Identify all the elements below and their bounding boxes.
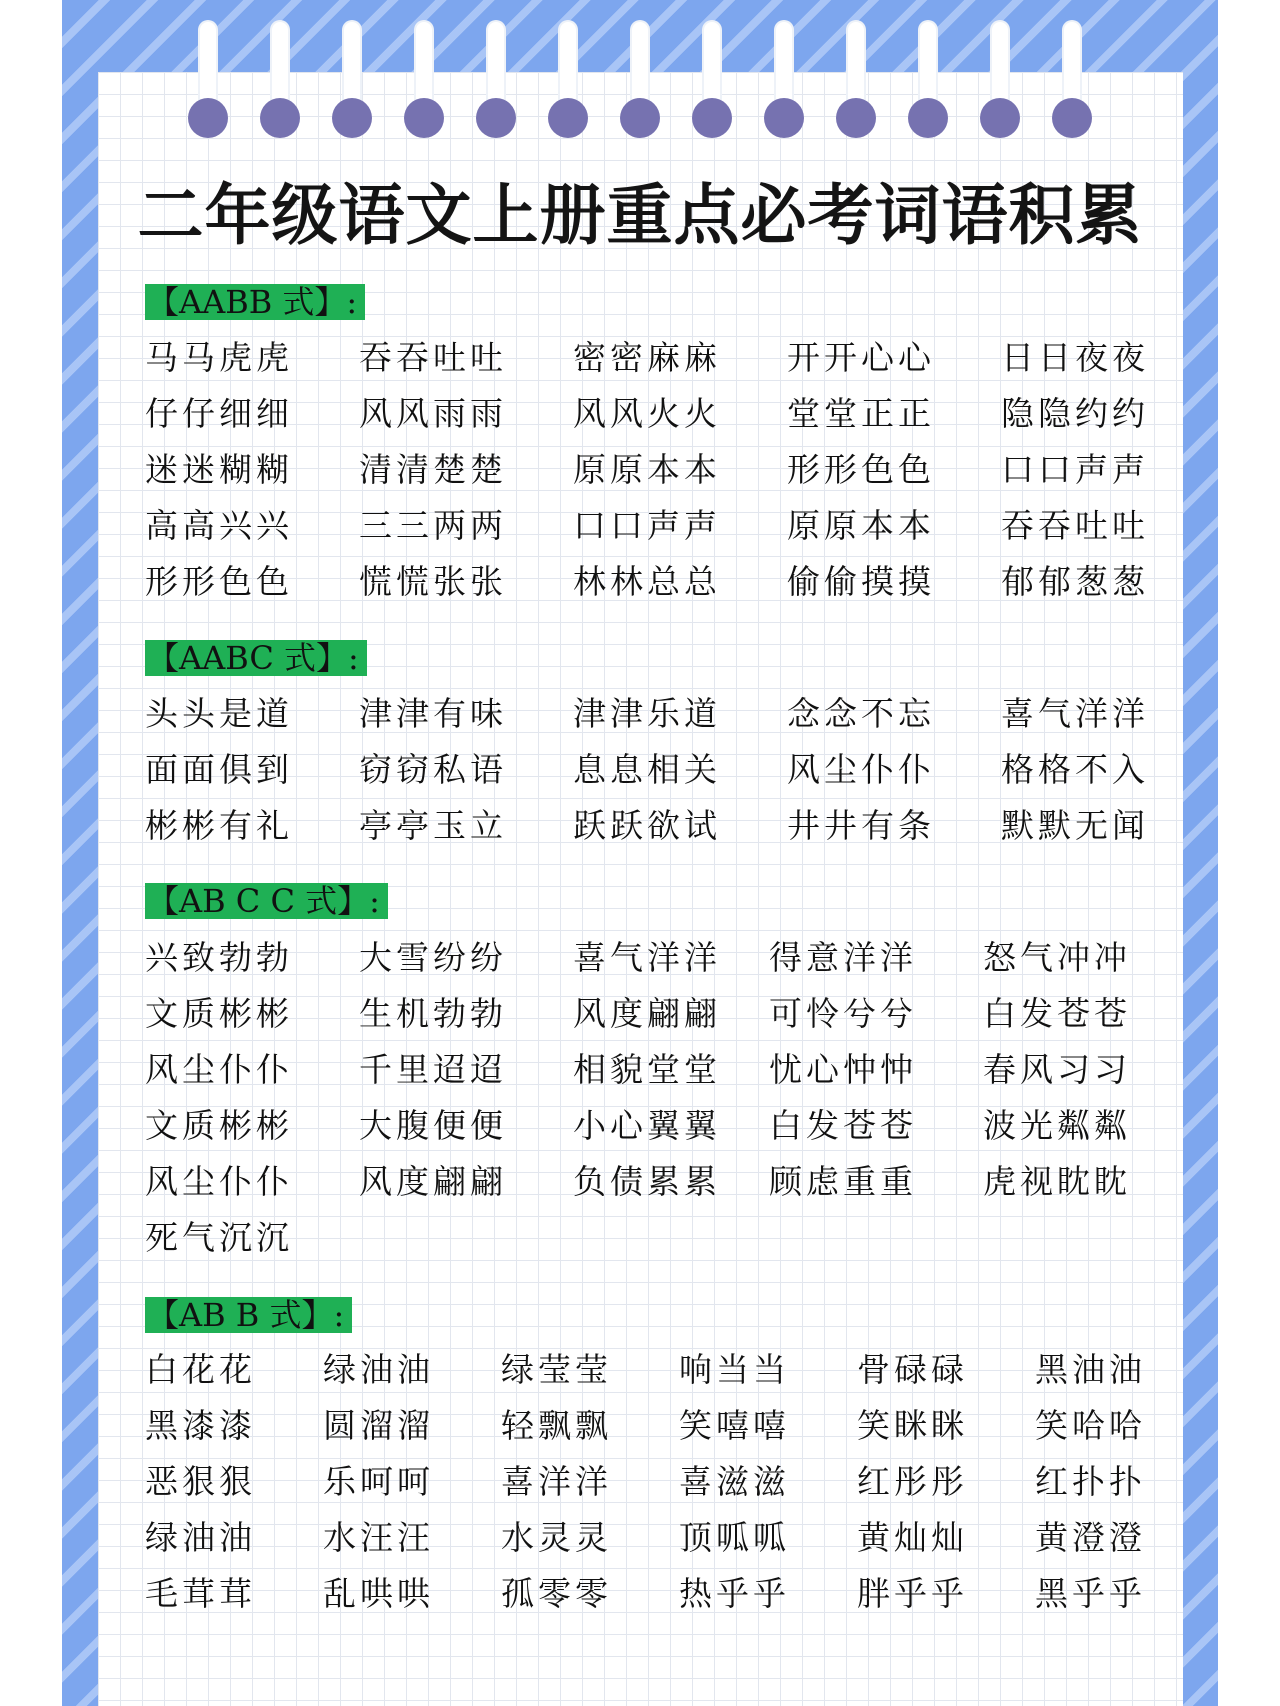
word-item: 黑油油 bbox=[1035, 1350, 1146, 1389]
word-item: 黄灿灿 bbox=[857, 1518, 968, 1557]
word-item: 大雪纷纷 bbox=[359, 938, 507, 977]
word-item: 黄澄澄 bbox=[1035, 1518, 1146, 1557]
binding-hole bbox=[188, 98, 228, 138]
word-item: 窃窃私语 bbox=[359, 750, 507, 789]
word-item: 恶狠狠 bbox=[145, 1462, 256, 1501]
binding-ring bbox=[836, 22, 876, 134]
word-item: 慌慌张张 bbox=[359, 562, 507, 601]
word-item: 风尘仆仆 bbox=[787, 750, 935, 789]
page-title: 二年级语文上册重点必考词语积累 bbox=[137, 177, 1143, 254]
word-item: 骨碌碌 bbox=[857, 1350, 968, 1389]
binding-ring bbox=[692, 22, 732, 134]
section-label-aabb: 【AABB 式】: bbox=[145, 284, 365, 320]
word-item: 白发苍苍 bbox=[769, 1106, 917, 1145]
word-item: 顶呱呱 bbox=[679, 1518, 790, 1557]
word-item: 黑漆漆 bbox=[145, 1406, 256, 1445]
word-item: 响当当 bbox=[679, 1350, 790, 1389]
word-item: 圆溜溜 bbox=[323, 1406, 434, 1445]
word-item: 风风雨雨 bbox=[359, 394, 507, 433]
binding-hole bbox=[332, 98, 372, 138]
word-item: 念念不忘 bbox=[787, 694, 935, 733]
word-item: 笑嘻嘻 bbox=[679, 1406, 790, 1445]
word-item: 跃跃欲试 bbox=[573, 806, 721, 845]
binding-hole bbox=[836, 98, 876, 138]
word-item: 迷迷糊糊 bbox=[145, 450, 293, 489]
word-item: 死气沉沉 bbox=[145, 1218, 293, 1257]
word-item: 白发苍苍 bbox=[983, 994, 1131, 1033]
word-item: 日日夜夜 bbox=[1001, 338, 1149, 377]
word-grid-abb bbox=[145, 1342, 1213, 1622]
word-item: 喜气洋洋 bbox=[573, 938, 721, 977]
word-item: 绿莹莹 bbox=[501, 1350, 612, 1389]
word-item: 堂堂正正 bbox=[787, 394, 935, 433]
binding-ring bbox=[620, 22, 660, 134]
word-item: 风风火火 bbox=[573, 394, 721, 433]
word-item: 头头是道 bbox=[145, 694, 293, 733]
word-item: 默默无闻 bbox=[1001, 806, 1149, 845]
word-item: 绿油油 bbox=[323, 1350, 434, 1389]
binding-ring bbox=[404, 22, 444, 134]
binding-hole bbox=[548, 98, 588, 138]
word-item: 马马虎虎 bbox=[145, 338, 293, 377]
binding-hole bbox=[764, 98, 804, 138]
word-item: 原原本本 bbox=[573, 450, 721, 489]
word-grid-aabb bbox=[145, 330, 1215, 610]
word-item: 红彤彤 bbox=[857, 1462, 968, 1501]
binding-hole bbox=[476, 98, 516, 138]
binding-hole bbox=[908, 98, 948, 138]
word-item: 井井有条 bbox=[787, 806, 935, 845]
word-item: 怒气冲冲 bbox=[983, 938, 1131, 977]
word-item: 虎视眈眈 bbox=[983, 1162, 1131, 1201]
word-item: 喜滋滋 bbox=[679, 1462, 790, 1501]
word-item: 三三两两 bbox=[359, 506, 507, 545]
word-item: 开开心心 bbox=[787, 338, 935, 377]
word-item: 彬彬有礼 bbox=[145, 806, 293, 845]
word-item: 胖乎乎 bbox=[857, 1574, 968, 1613]
word-item: 风度翩翩 bbox=[573, 994, 721, 1033]
word-item: 小心翼翼 bbox=[573, 1106, 721, 1145]
word-item: 隐隐约约 bbox=[1001, 394, 1149, 433]
binding-ring bbox=[980, 22, 1020, 134]
word-item: 喜洋洋 bbox=[501, 1462, 612, 1501]
word-item: 清清楚楚 bbox=[359, 450, 507, 489]
word-item: 兴致勃勃 bbox=[145, 938, 293, 977]
word-item: 格格不入 bbox=[1001, 750, 1149, 789]
binding-hole bbox=[620, 98, 660, 138]
word-item: 得意洋洋 bbox=[769, 938, 917, 977]
word-item: 春风习习 bbox=[983, 1050, 1131, 1089]
word-item: 形形色色 bbox=[787, 450, 935, 489]
word-item: 风尘仆仆 bbox=[145, 1162, 293, 1201]
word-item: 水灵灵 bbox=[501, 1518, 612, 1557]
binding-hole bbox=[1052, 98, 1092, 138]
word-item: 可怜兮兮 bbox=[769, 994, 917, 1033]
word-item: 大腹便便 bbox=[359, 1106, 507, 1145]
word-item: 津津有味 bbox=[359, 694, 507, 733]
word-item: 白花花 bbox=[145, 1350, 256, 1389]
binding-hole bbox=[980, 98, 1020, 138]
section-label-abcc: 【AB C C 式】: bbox=[145, 883, 388, 919]
word-item: 乱哄哄 bbox=[323, 1574, 434, 1613]
word-item: 高高兴兴 bbox=[145, 506, 293, 545]
word-item: 千里迢迢 bbox=[359, 1050, 507, 1089]
word-item: 绿油油 bbox=[145, 1518, 256, 1557]
word-item: 轻飘飘 bbox=[501, 1406, 612, 1445]
word-item: 文质彬彬 bbox=[145, 994, 293, 1033]
word-item: 亭亭玉立 bbox=[359, 806, 507, 845]
binding-ring bbox=[908, 22, 948, 134]
word-item: 形形色色 bbox=[145, 562, 293, 601]
word-item: 顾虑重重 bbox=[769, 1162, 917, 1201]
word-item: 偷偷摸摸 bbox=[787, 562, 935, 601]
binding-ring bbox=[332, 22, 372, 134]
binding-ring bbox=[764, 22, 804, 134]
binding-hole bbox=[260, 98, 300, 138]
word-item: 风尘仆仆 bbox=[145, 1050, 293, 1089]
word-item: 郁郁葱葱 bbox=[1001, 562, 1149, 601]
binding-hole bbox=[404, 98, 444, 138]
word-item: 笑眯眯 bbox=[857, 1406, 968, 1445]
word-item: 口口声声 bbox=[1001, 450, 1149, 489]
word-item: 喜气洋洋 bbox=[1001, 694, 1149, 733]
word-item: 生机勃勃 bbox=[359, 994, 507, 1033]
word-item: 水汪汪 bbox=[323, 1518, 434, 1557]
word-item: 风度翩翩 bbox=[359, 1162, 507, 1201]
word-item: 津津乐道 bbox=[573, 694, 721, 733]
word-item: 负债累累 bbox=[573, 1162, 721, 1201]
word-item: 波光粼粼 bbox=[983, 1106, 1131, 1145]
binding-ring bbox=[260, 22, 300, 134]
section-label-aabc: 【AABC 式】: bbox=[145, 640, 367, 676]
word-item: 吞吞吐吐 bbox=[1001, 506, 1149, 545]
word-item: 孤零零 bbox=[501, 1574, 612, 1613]
word-item: 热乎乎 bbox=[679, 1574, 790, 1613]
word-item: 忧心忡忡 bbox=[769, 1050, 917, 1089]
word-item: 相貌堂堂 bbox=[573, 1050, 721, 1089]
binding-ring bbox=[1052, 22, 1092, 134]
word-item: 黑乎乎 bbox=[1035, 1574, 1146, 1613]
word-grid-aabc bbox=[145, 686, 1215, 854]
binding-ring bbox=[548, 22, 588, 134]
word-grid-abcc bbox=[145, 930, 1197, 1266]
binding-ring bbox=[476, 22, 516, 134]
word-item: 红扑扑 bbox=[1035, 1462, 1146, 1501]
word-item: 林林总总 bbox=[573, 562, 721, 601]
word-item: 口口声声 bbox=[573, 506, 721, 545]
word-item: 毛茸茸 bbox=[145, 1574, 256, 1613]
word-item: 文质彬彬 bbox=[145, 1106, 293, 1145]
word-item: 面面俱到 bbox=[145, 750, 293, 789]
word-item: 笑哈哈 bbox=[1035, 1406, 1146, 1445]
word-item: 原原本本 bbox=[787, 506, 935, 545]
word-item: 息息相关 bbox=[573, 750, 721, 789]
word-item: 密密麻麻 bbox=[573, 338, 721, 377]
word-item: 吞吞吐吐 bbox=[359, 338, 507, 377]
word-item: 乐呵呵 bbox=[323, 1462, 434, 1501]
word-item: 仔仔细细 bbox=[145, 394, 293, 433]
section-label-abb: 【AB B 式】: bbox=[145, 1297, 352, 1333]
binding-hole bbox=[692, 98, 732, 138]
binding-ring bbox=[188, 22, 228, 134]
